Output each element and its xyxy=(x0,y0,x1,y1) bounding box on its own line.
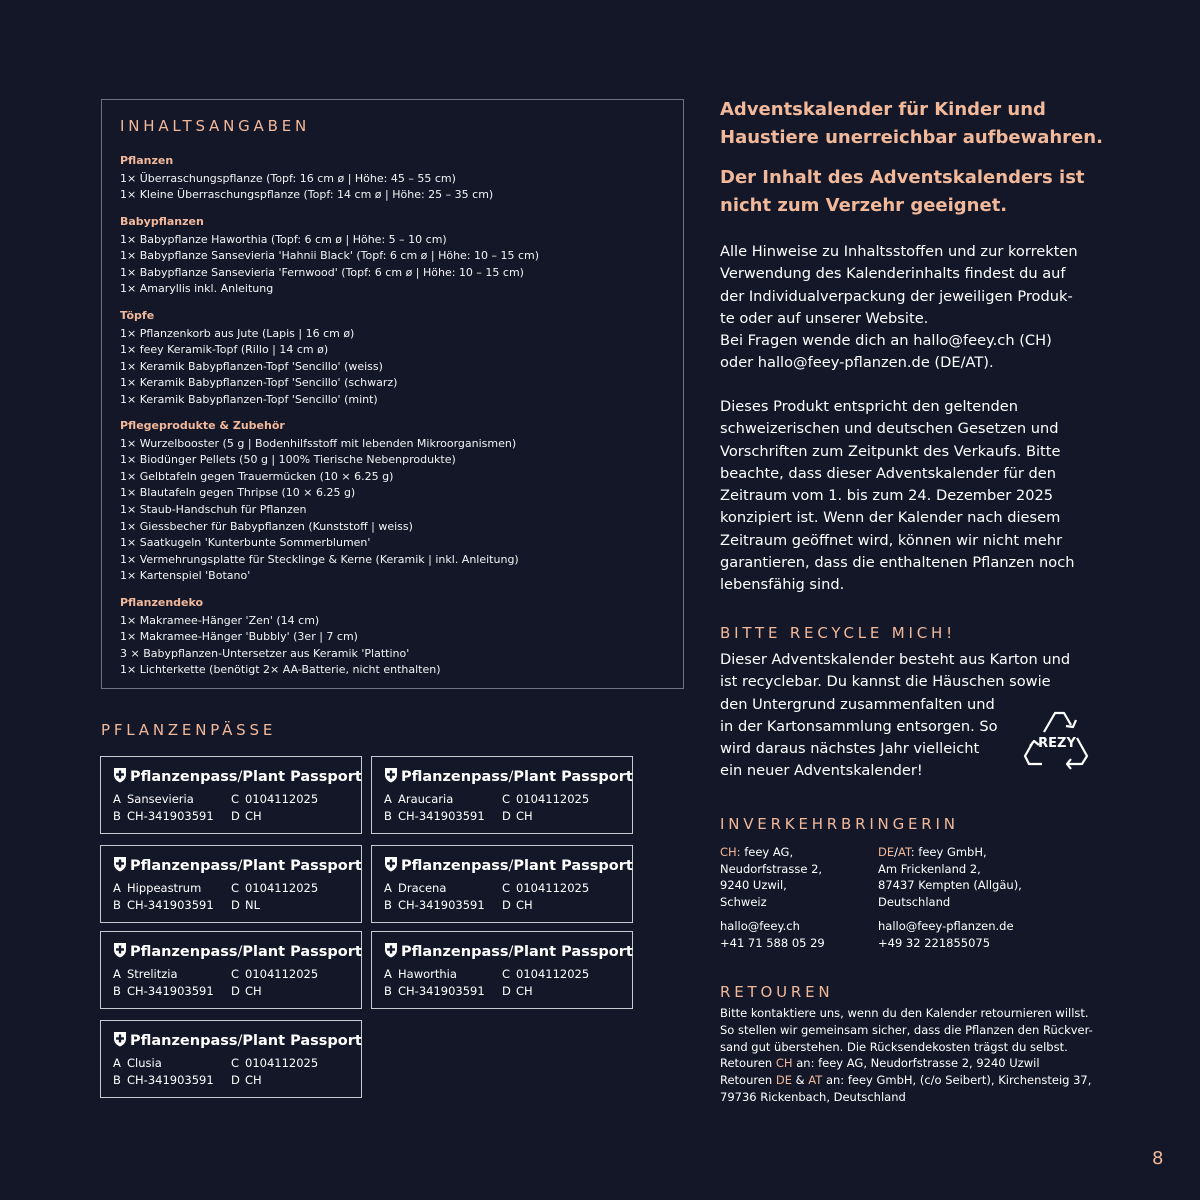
label-colon: : xyxy=(910,845,915,859)
distributor-heading: INVERKEHRBRINGERIN xyxy=(720,815,959,833)
field-letter: A xyxy=(384,792,392,806)
field-letter: D xyxy=(502,984,511,998)
passport-field-c xyxy=(502,792,589,806)
origin-country: CH xyxy=(245,809,262,823)
botanical-name: Haworthia xyxy=(398,967,457,981)
field-letter: D xyxy=(231,898,240,912)
passport-field-b xyxy=(113,984,214,998)
passport-field-d xyxy=(231,809,262,823)
passport-title-en: Plant Passport xyxy=(242,858,362,874)
plant-passport-card xyxy=(100,1020,362,1098)
list-item: 1× Gelbtafeln gegen Trauermücken (10 × 6.25 g) xyxy=(120,469,394,483)
passport-title xyxy=(384,942,633,962)
origin-country: NL xyxy=(245,898,261,912)
text-line: Dieses Produkt entspricht den geltenden xyxy=(720,398,1018,415)
section-title: Pflanzendeko xyxy=(120,596,204,609)
traceability-code: 0104112025 xyxy=(516,792,590,806)
list-item: 1× Vermehrungsplatte für Stecklinge & Kerne (Keramik | inkl. Anleitung) xyxy=(120,552,519,566)
contents-title: INHALTSANGABEN xyxy=(120,117,310,135)
field-letter: C xyxy=(231,967,240,981)
passport-field-c xyxy=(231,792,318,806)
list-item: 1× Keramik Babypflanzen-Topf 'Sencillo' (weiss) xyxy=(120,359,383,373)
field-letter: B xyxy=(113,898,121,912)
traceability-code: 0104112025 xyxy=(245,881,319,895)
contents-section-babypflanzen xyxy=(120,214,539,298)
returns-heading: RETOUREN xyxy=(720,983,834,1001)
list-item: 1× Wurzelbooster (5 g | Bodenhilfsstoff mit lebenden Mikroorganismen) xyxy=(120,436,517,450)
passport-field-d xyxy=(231,1073,262,1087)
passport-field-d xyxy=(502,898,533,912)
field-letter: D xyxy=(502,809,511,823)
passport-field-d xyxy=(502,809,533,823)
field-letter: B xyxy=(113,1073,121,1087)
country-label-de: DE xyxy=(878,845,895,859)
warning-not-edible: Der Inhalt des Adventskalenders ist nicht zum Verzehr geeignet. xyxy=(720,167,1085,216)
text-line: lebensfähig sind. xyxy=(720,576,845,594)
contents-section-toepfe xyxy=(120,308,397,409)
passport-field-a xyxy=(113,967,178,981)
swiss-cross-shield-icon xyxy=(384,942,398,962)
botanical-name: Araucaria xyxy=(398,792,454,806)
swiss-cross-shield-icon xyxy=(113,942,127,962)
plant-passport-card xyxy=(100,931,362,1009)
text-line: So stellen wir gemeinsam sicher, dass die Pflanzen den Rückver- xyxy=(720,1022,1093,1037)
list-item: 1× Amaryllis inkl. Anleitung xyxy=(120,282,274,296)
traceability-code: 0104112025 xyxy=(516,967,590,981)
field-letter: B xyxy=(384,984,392,998)
field-letter: C xyxy=(231,881,240,895)
country-label-ch: CH: xyxy=(720,845,741,859)
passport-field-d xyxy=(231,984,262,998)
field-letter: C xyxy=(502,792,511,806)
passport-title-en: Plant Passport xyxy=(513,944,633,960)
botanical-name: Dracena xyxy=(398,881,447,895)
section-title: Babypflanzen xyxy=(120,215,204,228)
country-at: AT xyxy=(808,1073,823,1088)
passport-title-de: Pflanzenpass xyxy=(130,944,238,960)
returns-paragraph xyxy=(720,1005,1100,1106)
address-line: Deutschland xyxy=(878,894,951,909)
passport-title-slash: / xyxy=(237,1033,243,1049)
recycle-logo-text: REZY xyxy=(1038,736,1076,751)
passports-heading: PFLANZENPÄSSE xyxy=(101,721,277,739)
passport-field-a xyxy=(113,792,194,806)
text-line: sand gut überstehen. Die Rücksendekosten trägst du selbst. xyxy=(720,1039,1068,1054)
field-letter: B xyxy=(384,809,392,823)
address-de xyxy=(878,844,1022,952)
text-line: Verwendung des Kalenderinhalts findest du auf xyxy=(720,265,1066,283)
origin-country: CH xyxy=(516,984,533,998)
passport-field-b xyxy=(113,809,214,823)
contents-box xyxy=(101,99,684,689)
contents-section-pflanzendeko xyxy=(120,595,441,679)
country-ch: CH xyxy=(775,1056,793,1071)
field-letter: B xyxy=(384,898,392,912)
passport-field-b xyxy=(384,809,485,823)
list-item: 1× feey Keramik-Topf (Rillo | 14 cm ø) xyxy=(120,343,329,357)
email-ch[interactable]: hallo@feey.ch xyxy=(720,919,800,934)
list-item: 1× Giessbecher für Babypflanzen (Kunststoff | weiss) xyxy=(120,519,413,533)
returns-prefix: Retouren xyxy=(720,1056,776,1071)
passport-title-de: Pflanzenpass xyxy=(130,858,238,874)
country-de: DE xyxy=(775,1073,793,1088)
address-line: Am Frickenland 2, xyxy=(878,861,981,876)
passport-field-b xyxy=(113,1073,214,1087)
address-line: Schweiz xyxy=(720,894,767,909)
registration-number: CH-341903591 xyxy=(398,898,485,912)
phone-ch[interactable]: +41 71 588 05 29 xyxy=(720,935,825,950)
returns-address: an: feey GmbH, (c/o Seibert), Kirchensteig 37, xyxy=(822,1073,1092,1088)
text-line: konzipiert ist. Wenn der Kalender nach diesem xyxy=(720,509,1061,527)
returns-de-line xyxy=(720,1072,1100,1089)
contents-section-pflegeprodukte xyxy=(120,418,519,585)
country-label-at: AT xyxy=(898,845,911,859)
plant-passport-card xyxy=(100,845,362,923)
list-item: 3 × Babypflanzen-Untersetzer aus Keramik 'Plattino' xyxy=(120,646,410,660)
text-line: Bitte kontaktiere uns, wenn du den Kalender retournieren willst. xyxy=(720,1006,1089,1020)
address-line: feey AG, xyxy=(744,845,794,859)
list-item: 1× Kleine Überraschungspflanze (Topf: 14 cm ø | Höhe: 25 – 35 cm) xyxy=(120,188,494,202)
list-item: 1× Makramee-Hänger 'Zen' (14 cm) xyxy=(120,613,320,627)
passport-title-de: Pflanzenpass xyxy=(130,1033,238,1049)
list-item: 1× Keramik Babypflanzen-Topf 'Sencillo' (mint) xyxy=(120,392,378,406)
text-line: te oder auf unserer Website. xyxy=(720,309,929,327)
amp: & xyxy=(792,1073,809,1088)
passport-field-b xyxy=(113,898,214,912)
passport-field-a xyxy=(113,881,201,895)
list-item: 1× Saatkugeln 'Kunterbunte Sommerblumen' xyxy=(120,536,371,550)
returns-prefix: Retouren xyxy=(720,1073,776,1088)
text-line: Alle Hinweise zu Inhaltsstoffen und zur korrekten xyxy=(720,243,1078,260)
list-item: 1× Babypflanze Sansevieria 'Hahnii Black' (Topf: 6 cm ø | Höhe: 10 – 15 cm) xyxy=(120,249,540,263)
traceability-code: 0104112025 xyxy=(245,967,319,981)
field-letter: D xyxy=(231,1073,240,1087)
list-item: 1× Babypflanze Haworthia (Topf: 6 cm ø | Höhe: 5 – 10 cm) xyxy=(120,232,447,246)
passport-title-de: Pflanzenpass xyxy=(401,944,509,960)
field-letter: A xyxy=(113,967,121,981)
list-item: 1× Staub-Handschuh für Pflanzen xyxy=(120,502,307,516)
botanical-name: Strelitzia xyxy=(127,967,178,981)
list-item: 1× Pflanzenkorb aus Jute (Lapis | 16 cm ø) xyxy=(120,326,355,340)
plant-passport-card xyxy=(371,931,633,1009)
passport-field-d xyxy=(502,984,533,998)
field-letter: D xyxy=(231,809,240,823)
phone-de[interactable]: +49 32 221855075 xyxy=(878,935,991,950)
list-item: 1× Blautafeln gegen Thripse (10 × 6.25 g) xyxy=(120,486,356,500)
passport-title-en: Plant Passport xyxy=(242,944,362,960)
passport-title-de: Pflanzenpass xyxy=(401,858,509,874)
passport-title-de: Pflanzenpass xyxy=(401,769,509,785)
passport-field-d xyxy=(231,898,260,912)
warning-children-pets: Adventskalender für Kinder und Haustiere unerreichbar aufbewahren. xyxy=(720,99,1103,148)
text-line: in der Kartonsammlung entsorgen. So xyxy=(720,717,998,735)
passport-title xyxy=(113,1031,362,1051)
section-title: Pflanzen xyxy=(120,154,174,167)
legal-paragraph xyxy=(720,396,1100,597)
passport-field-c xyxy=(502,967,589,981)
returns-address: an: feey AG, Neudorfstrasse 2, 9240 Uzwil xyxy=(792,1056,1040,1071)
field-letter: B xyxy=(113,984,121,998)
text-line: Vorschriften zum Zeitpunkt des Verkaufs. Bitte xyxy=(720,442,1061,460)
registration-number: CH-341903591 xyxy=(398,809,485,823)
botanical-name: Clusia xyxy=(127,1056,162,1070)
passport-title xyxy=(113,856,362,876)
registration-number: CH-341903591 xyxy=(127,984,214,998)
text-line: Dieser Adventskalender besteht aus Karton und xyxy=(720,651,1071,668)
passport-field-c xyxy=(231,1056,318,1070)
field-letter: A xyxy=(384,881,392,895)
text-line: der Individualverpackung der jeweiligen Produk- xyxy=(720,287,1073,305)
info-paragraph xyxy=(720,241,1100,375)
traceability-code: 0104112025 xyxy=(245,1056,319,1070)
registration-number: CH-341903591 xyxy=(127,898,214,912)
passport-title xyxy=(113,942,362,962)
text-line: garantieren, dass die enthaltenen Pflanzen noch xyxy=(720,554,1075,572)
text-line: den Untergrund zusammenfalten und xyxy=(720,695,995,713)
text-line: ein neuer Adventskalender! xyxy=(720,762,923,780)
text-line: Zeitraum vom 1. bis zum 24. Dezember 2025 xyxy=(720,487,1054,505)
list-item: 1× Lichterkette (benötigt 2× AA-Batterie, nicht enthalten) xyxy=(120,663,441,677)
text-line: 79736 Rickenbach, Deutschland xyxy=(720,1089,906,1104)
field-letter: A xyxy=(113,792,121,806)
registration-number: CH-341903591 xyxy=(127,809,214,823)
list-item: 1× Überraschungspflanze (Topf: 16 cm ø | Höhe: 45 – 55 cm) xyxy=(120,171,456,185)
text-line: beachte, dass dieser Adventskalender für den xyxy=(720,464,1057,482)
text-line: oder hallo@feey-pflanzen.de (DE/AT). xyxy=(720,354,994,372)
traceability-code: 0104112025 xyxy=(516,881,590,895)
swiss-cross-shield-icon xyxy=(384,856,398,876)
passport-field-c xyxy=(502,881,589,895)
plant-passport-card xyxy=(371,845,633,923)
passport-title-slash: / xyxy=(508,944,514,960)
address-line: 9240 Uzwil, xyxy=(720,878,787,893)
address-line: Neudorfstrasse 2, xyxy=(720,861,823,876)
botanical-name: Hippeastrum xyxy=(127,881,202,895)
text-line: schweizerischen und deutschen Gesetzen und xyxy=(720,420,1059,438)
address-ch xyxy=(720,844,825,952)
contents-section-pflanzen xyxy=(120,153,493,204)
label-slash: / xyxy=(894,845,898,859)
text-line: Zeitraum geöffnet wird, können wir nicht mehr xyxy=(720,531,1063,549)
registration-number: CH-341903591 xyxy=(398,984,485,998)
field-letter: C xyxy=(502,967,511,981)
passport-title-slash: / xyxy=(237,769,243,785)
botanical-name: Sansevieria xyxy=(127,792,194,806)
passport-field-a xyxy=(384,792,453,806)
passport-field-a xyxy=(384,881,446,895)
passport-title xyxy=(384,767,633,787)
field-letter: A xyxy=(113,1056,121,1070)
swiss-cross-shield-icon xyxy=(113,1031,127,1051)
passport-field-a xyxy=(113,1056,162,1070)
list-item: 1× Keramik Babypflanzen-Topf 'Sencillo' (schwarz) xyxy=(120,376,398,390)
address-line: 87437 Kempten (Allgäu), xyxy=(878,878,1022,893)
list-item: 1× Makramee-Hänger 'Bubbly' (3er | 7 cm) xyxy=(120,630,358,644)
page-number: 8 xyxy=(1152,1148,1164,1169)
passport-title xyxy=(384,856,633,876)
list-item: 1× Babypflanze Sansevieria 'Fernwood' (Topf: 6 cm ø | Höhe: 10 – 15 cm) xyxy=(120,265,524,279)
passport-title-en: Plant Passport xyxy=(242,1033,362,1049)
passport-title-slash: / xyxy=(237,858,243,874)
returns-ch-line xyxy=(720,1055,1100,1072)
text-line: Bei Fragen wende dich an hallo@feey.ch (CH) xyxy=(720,332,1052,350)
origin-country: CH xyxy=(245,984,262,998)
field-letter: C xyxy=(231,1056,240,1070)
swiss-cross-shield-icon xyxy=(113,767,127,787)
origin-country: CH xyxy=(245,1073,262,1087)
section-title: Töpfe xyxy=(120,309,155,322)
list-item: 1× Biodünger Pellets (50 g | 100% Tierische Nebenprodukte) xyxy=(120,453,456,467)
passport-title-slash: / xyxy=(508,858,514,874)
field-letter: B xyxy=(113,809,121,823)
section-title: Pflegeprodukte & Zubehör xyxy=(120,419,285,432)
passport-title-de: Pflanzenpass xyxy=(130,769,238,785)
passport-field-c xyxy=(231,881,318,895)
registration-number: CH-341903591 xyxy=(127,1073,214,1087)
passport-title-slash: / xyxy=(508,769,514,785)
text-line: ist recyclebar. Du kannst die Häuschen sowie xyxy=(720,673,1051,691)
traceability-code: 0104112025 xyxy=(245,792,319,806)
passport-title-en: Plant Passport xyxy=(513,769,633,785)
passport-field-b xyxy=(384,898,485,912)
email-de[interactable]: hallo@feey-pflanzen.de xyxy=(878,919,1014,934)
field-letter: D xyxy=(502,898,511,912)
passport-title xyxy=(113,767,362,787)
swiss-cross-shield-icon xyxy=(113,856,127,876)
plant-passport-card xyxy=(100,756,362,834)
field-letter: A xyxy=(384,967,392,981)
passport-title-en: Plant Passport xyxy=(513,858,633,874)
field-letter: C xyxy=(231,792,240,806)
plant-passport-card xyxy=(371,756,633,834)
recycle-icon xyxy=(1022,706,1092,776)
recycle-heading: BITTE RECYCLE MICH! xyxy=(720,624,956,642)
passport-title-slash: / xyxy=(237,944,243,960)
address-line: feey GmbH, xyxy=(918,845,987,859)
passport-field-c xyxy=(231,967,318,981)
field-letter: D xyxy=(231,984,240,998)
field-letter: C xyxy=(502,881,511,895)
swiss-cross-shield-icon xyxy=(384,767,398,787)
passport-field-b xyxy=(384,984,485,998)
passport-title-en: Plant Passport xyxy=(242,769,362,785)
list-item: 1× Kartenspiel 'Botano' xyxy=(120,569,251,583)
text-line: wird daraus nächstes Jahr vielleicht xyxy=(720,740,980,758)
origin-country: CH xyxy=(516,809,533,823)
field-letter: A xyxy=(113,881,121,895)
origin-country: CH xyxy=(516,898,533,912)
passport-field-a xyxy=(384,967,457,981)
